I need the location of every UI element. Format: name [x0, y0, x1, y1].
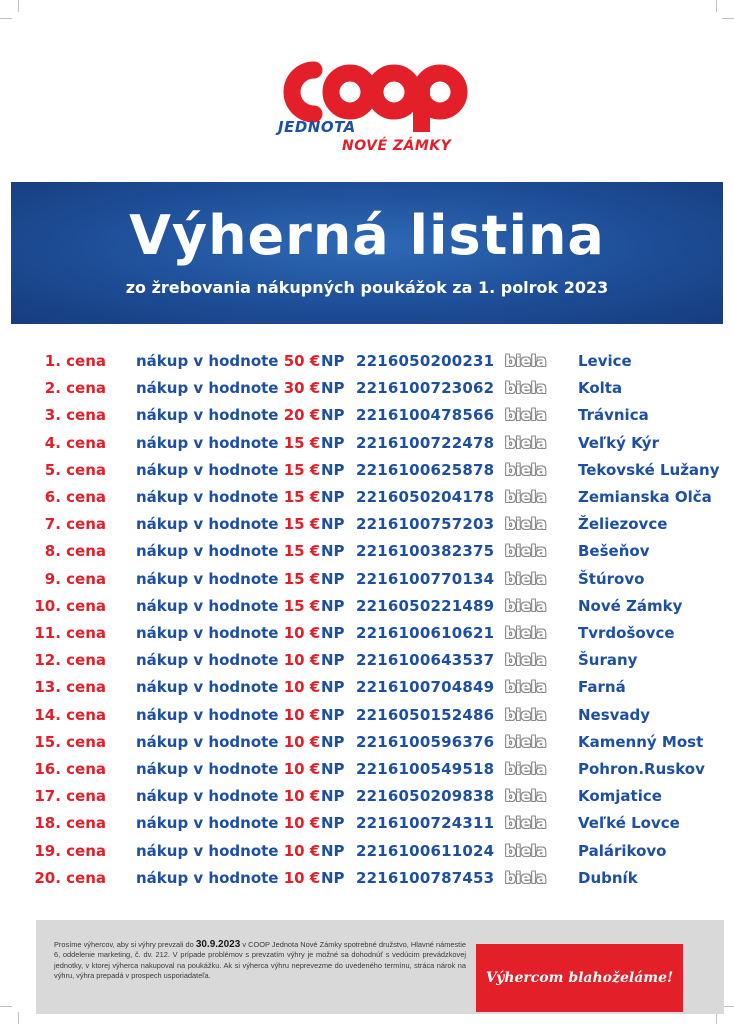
prize-rank: 6. cena: [44, 488, 106, 506]
footer-panel: [36, 920, 724, 1014]
np-prefix: NP: [321, 488, 345, 506]
purchase-amount: 15 €: [283, 433, 321, 452]
purchase-value: [136, 756, 320, 783]
purchase-amount: 30 €: [283, 379, 321, 398]
voucher-color: biela: [505, 433, 547, 452]
winner-city: Tekovské Lužany: [578, 460, 720, 479]
purchase-amount: 10 €: [283, 651, 321, 670]
winner-city: Pohron.Ruskov: [578, 760, 705, 778]
voucher-color: biela: [505, 787, 547, 806]
voucher-color: biela: [505, 596, 547, 615]
np-prefix: NP: [321, 406, 345, 425]
purchase-label: nákup v hodnote: [136, 352, 279, 370]
voucher-number: 2216100611024: [356, 841, 495, 860]
voucher-color: biela: [505, 651, 547, 670]
prize-rank: 4. cena: [44, 433, 106, 452]
page-subtitle: zo žrebovania nákupných poukážok za 1. polrok 2023: [125, 278, 609, 297]
purchase-amount: 15 €: [283, 596, 321, 615]
table-row: [0, 402, 734, 429]
voucher-color: biela: [505, 868, 547, 887]
table-row: [0, 620, 734, 647]
purchase-value: [136, 593, 320, 620]
purchase-amount: 15 €: [283, 569, 321, 588]
purchase-amount: 10 €: [283, 787, 321, 806]
voucher-number: 2216050200231: [356, 352, 495, 370]
prize-rank: 19. cena: [34, 841, 106, 860]
purchase-label: nákup v hodnote: [136, 460, 279, 479]
purchase-value: [136, 647, 320, 674]
crop-mark: [0, 18, 12, 19]
np-prefix: NP: [321, 760, 345, 778]
purchase-amount: 50 €: [283, 352, 321, 370]
voucher-number: 2216100643537: [356, 651, 495, 670]
voucher-color: biela: [505, 542, 547, 561]
np-prefix: NP: [321, 814, 345, 833]
prize-rank: 8. cena: [44, 542, 106, 561]
voucher-number: 2216050221489: [356, 596, 495, 615]
table-row: [0, 756, 734, 783]
crop-mark: [0, 1006, 12, 1007]
table-row: [0, 430, 734, 457]
voucher-color: biela: [505, 352, 547, 370]
purchase-value: [136, 538, 320, 565]
winner-city: Nesvady: [578, 705, 651, 724]
winner-city: Bešeňov: [578, 542, 650, 561]
table-row: [0, 702, 734, 729]
table-row: [0, 674, 734, 701]
footer-text-before: Prosíme výhercov, aby si výhry prevzali do: [54, 940, 194, 949]
purchase-label: nákup v hodnote: [136, 760, 279, 778]
purchase-value: [136, 865, 320, 892]
np-prefix: NP: [321, 841, 345, 860]
voucher-color: biela: [505, 760, 547, 778]
prize-rank: 20. cena: [34, 868, 106, 887]
purchase-value: [136, 566, 320, 593]
voucher-color: biela: [505, 841, 547, 860]
purchase-amount: 20 €: [283, 406, 321, 425]
purchase-amount: 15 €: [283, 515, 321, 534]
np-prefix: NP: [321, 596, 345, 615]
footer-notice: [54, 940, 466, 982]
purchase-value: [136, 783, 320, 810]
winner-city: Kolta: [578, 379, 623, 398]
voucher-number: 2216100596376: [356, 732, 495, 751]
table-row: [0, 348, 734, 375]
voucher-number: 2216100610621: [356, 624, 495, 642]
voucher-color: biela: [505, 488, 547, 506]
voucher-number: 2216100723062: [356, 379, 495, 398]
table-row: [0, 511, 734, 538]
purchase-label: nákup v hodnote: [136, 624, 279, 642]
congrats-text: Výhercom blahoželáme!: [485, 970, 674, 986]
winner-city: Tvrdošovce: [578, 624, 675, 642]
purchase-label: nákup v hodnote: [136, 379, 279, 398]
voucher-number: 2216050209838: [356, 787, 495, 806]
prize-rank: 10. cena: [34, 596, 106, 615]
prize-rank: 9. cena: [44, 569, 106, 588]
voucher-number: 2216100787453: [356, 868, 495, 887]
table-row: [0, 783, 734, 810]
winner-city: Zemianska Olča: [578, 488, 712, 506]
winner-city: Levice: [578, 352, 632, 370]
np-prefix: NP: [321, 379, 345, 398]
voucher-color: biela: [505, 705, 547, 724]
voucher-color: biela: [505, 515, 547, 534]
np-prefix: NP: [321, 787, 345, 806]
purchase-amount: 10 €: [283, 868, 321, 887]
table-row: [0, 729, 734, 756]
purchase-value: [136, 348, 320, 375]
prize-rank: 1. cena: [44, 352, 106, 370]
purchase-amount: 10 €: [283, 760, 321, 778]
voucher-number: 2216100722478: [356, 433, 495, 452]
purchase-amount: 10 €: [283, 678, 321, 697]
purchase-amount: 10 €: [283, 814, 321, 833]
np-prefix: NP: [321, 352, 345, 370]
winner-city: Trávnica: [578, 406, 649, 425]
purchase-value: [136, 620, 320, 647]
voucher-color: biela: [505, 460, 547, 479]
table-row: [0, 375, 734, 402]
voucher-color: biela: [505, 678, 547, 697]
purchase-value: [136, 838, 320, 865]
voucher-color: biela: [505, 732, 547, 751]
purchase-label: nákup v hodnote: [136, 732, 279, 751]
purchase-value: [136, 484, 320, 511]
voucher-number: 2216100770134: [356, 569, 495, 588]
purchase-label: nákup v hodnote: [136, 488, 279, 506]
purchase-value: [136, 702, 320, 729]
purchase-value: [136, 430, 320, 457]
page-title: Výherná listina: [129, 204, 605, 267]
prize-rank: 3. cena: [44, 406, 106, 425]
np-prefix: NP: [321, 868, 345, 887]
voucher-color: biela: [505, 569, 547, 588]
prize-rank: 18. cena: [34, 814, 106, 833]
np-prefix: NP: [321, 569, 345, 588]
prize-rank: 11. cena: [34, 624, 106, 642]
purchase-label: nákup v hodnote: [136, 841, 279, 860]
prize-rank: 7. cena: [44, 515, 106, 534]
crop-mark: [18, 1012, 19, 1024]
congrats-box: [476, 944, 683, 1012]
np-prefix: NP: [321, 542, 345, 561]
footer-deadline-date: 30.9.2023: [195, 939, 241, 950]
logo-nove-zamky-text: NOVÉ ZÁMKY: [342, 138, 452, 154]
table-row: [0, 865, 734, 892]
purchase-value: [136, 729, 320, 756]
np-prefix: NP: [321, 515, 345, 534]
purchase-label: nákup v hodnote: [136, 433, 279, 452]
purchase-value: [136, 402, 320, 429]
prize-rank: 15. cena: [34, 732, 106, 751]
purchase-label: nákup v hodnote: [136, 406, 279, 425]
crop-mark: [18, 0, 19, 12]
np-prefix: NP: [321, 732, 345, 751]
logo-jednota-text: JEDNOTA: [278, 118, 356, 136]
voucher-color: biela: [505, 379, 547, 398]
winner-city: Farná: [578, 678, 626, 697]
voucher-number: 2216100625878: [356, 460, 495, 479]
purchase-amount: 10 €: [283, 705, 321, 724]
purchase-label: nákup v hodnote: [136, 569, 279, 588]
footer-text-after: v COOP Jednota Nové Zámky spotrebné družstvo, Hlavné námestie 6, oddelenie marketing, č. dv. 212. V prípade problémov s prevzatím výhry je možné sa dohodnúť s vedúcim prevádzkovej jednotky, v ktorej výherca nakupoval na poukážku. Ak si výherca výhru neprevezme do uvedeného termínu, stráca nárok na výhru, výhra prepadá v prospech usporiadateľa.: [54, 940, 466, 981]
voucher-number: 2216100704849: [356, 678, 495, 697]
purchase-amount: 10 €: [283, 732, 321, 751]
winner-city: Nové Zámky: [578, 596, 683, 615]
prize-rank: 14. cena: [34, 705, 106, 724]
purchase-value: [136, 457, 320, 484]
purchase-label: nákup v hodnote: [136, 596, 279, 615]
winner-city: Veľké Lovce: [578, 814, 680, 833]
np-prefix: NP: [321, 624, 345, 642]
prize-rank: 17. cena: [34, 787, 106, 806]
prize-rank: 2. cena: [44, 379, 106, 398]
table-row: [0, 457, 734, 484]
winner-city: Palárikovo: [578, 841, 667, 860]
purchase-label: nákup v hodnote: [136, 651, 279, 670]
table-row: [0, 810, 734, 837]
purchase-value: [136, 674, 320, 701]
purchase-value: [136, 375, 320, 402]
np-prefix: NP: [321, 705, 345, 724]
purchase-amount: 10 €: [283, 624, 321, 642]
voucher-number: 2216100478566: [356, 406, 495, 425]
winner-city: Dubník: [578, 868, 638, 887]
voucher-number: 2216100757203: [356, 515, 495, 534]
crop-mark: [716, 0, 717, 12]
winner-city: Kamenný Most: [578, 732, 704, 751]
purchase-label: nákup v hodnote: [136, 515, 279, 534]
purchase-label: nákup v hodnote: [136, 542, 279, 561]
prize-rank: 5. cena: [44, 460, 106, 479]
purchase-label: nákup v hodnote: [136, 814, 279, 833]
voucher-number: 2216100549518: [356, 760, 495, 778]
table-row: [0, 647, 734, 674]
purchase-label: nákup v hodnote: [136, 705, 279, 724]
voucher-color: biela: [505, 814, 547, 833]
table-row: [0, 484, 734, 511]
voucher-number: 2216050204178: [356, 488, 495, 506]
np-prefix: NP: [321, 460, 345, 479]
winner-city: Šurany: [578, 651, 638, 670]
purchase-label: nákup v hodnote: [136, 868, 279, 887]
purchase-amount: 15 €: [283, 542, 321, 561]
table-row: [0, 838, 734, 865]
winner-city: Štúrovo: [578, 569, 645, 588]
prize-rank: 12. cena: [34, 651, 106, 670]
purchase-label: nákup v hodnote: [136, 678, 279, 697]
voucher-number: 2216100382375: [356, 542, 495, 561]
purchase-amount: 15 €: [283, 488, 321, 506]
np-prefix: NP: [321, 651, 345, 670]
purchase-label: nákup v hodnote: [136, 787, 279, 806]
winner-city: Komjatice: [578, 787, 662, 806]
voucher-color: biela: [505, 624, 547, 642]
winner-city: Želiezovce: [578, 515, 668, 534]
winner-city: Veľký Kýr: [578, 433, 659, 452]
title-banner: [11, 182, 723, 324]
np-prefix: NP: [321, 678, 345, 697]
voucher-color: biela: [505, 406, 547, 425]
purchase-amount: 10 €: [283, 841, 321, 860]
table-row: [0, 538, 734, 565]
voucher-number: 2216100724311: [356, 814, 495, 833]
purchase-value: [136, 511, 320, 538]
voucher-number: 2216050152486: [356, 705, 495, 724]
prize-rank: 13. cena: [34, 678, 106, 697]
purchase-value: [136, 810, 320, 837]
purchase-amount: 15 €: [283, 460, 321, 479]
crop-mark: [722, 18, 734, 19]
table-row: [0, 566, 734, 593]
table-row: [0, 593, 734, 620]
np-prefix: NP: [321, 433, 345, 452]
prize-rank: 16. cena: [34, 760, 106, 778]
